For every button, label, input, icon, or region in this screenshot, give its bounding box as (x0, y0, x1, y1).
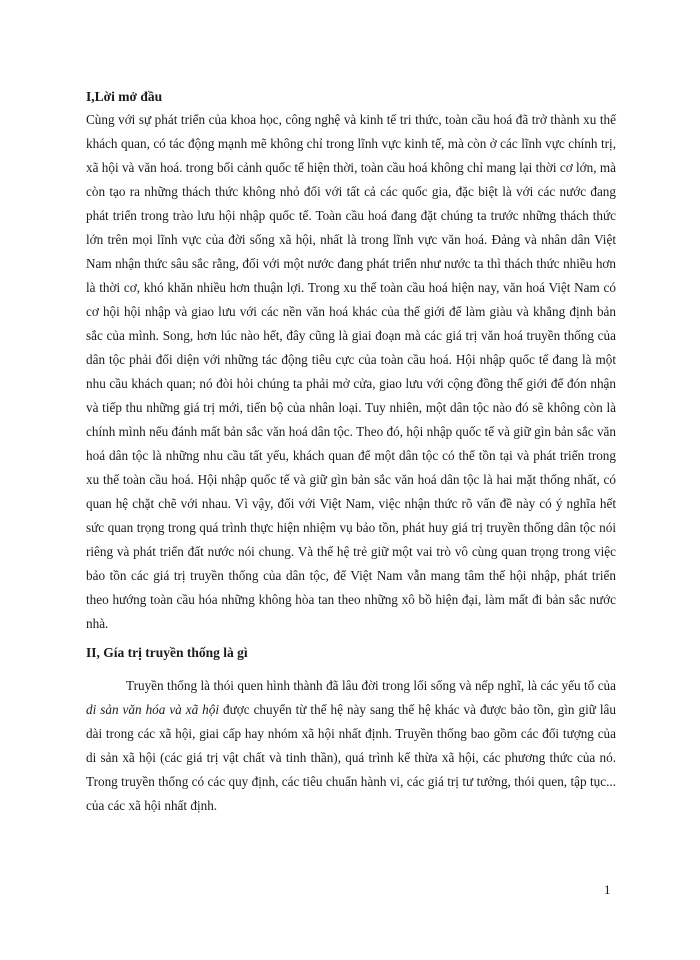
section-2-text-part2: được chuyển từ thế hệ này sang thế hệ khác và được bảo tồn, gìn giữ lâu dài trong các xã hội, giai cấp hay nhóm xã hội nhất định. Truyền thống bao gồm các đối tượng của di sản xã hội (các giá trị vật chất và tinh thần), quá trình kế thừa xã hội, các phương thức của nó. Trong truyền thống có các quy định, các tiêu chuẩn hành vi, các giá trị tư tưởng, thói quen, tập tục... của các xã hội nhất định. (86, 702, 616, 813)
page-number: 1 (604, 882, 611, 897)
section-2-text-part1: Truyền thống là thói quen hình thành đã lâu đời trong lối sống và nếp nghĩ, là các yếu tố của (126, 678, 616, 693)
section-2-paragraph (86, 674, 616, 818)
section-2-italic-term: di sản văn hóa và xã hội (86, 702, 220, 717)
page-content (86, 86, 616, 818)
section-1-paragraph: Cùng với sự phát triển của khoa học, công nghệ và kinh tế tri thức, toàn cầu hoá đã trở thành xu thế khách quan, có tác động mạnh mẽ không chỉ trong lĩnh vực kinh tế, mà còn ở các lĩnh vực chính trị, xã hội và văn hoá. trong bối cảnh quốc tế hiện thời, toàn cầu hoá không chỉ mang lại thời cơ lớn, mà còn tạo ra những thách thức không nhỏ đối với tất cả các quốc gia, đặc biệt là với các nước đang phát triển trong trào lưu hội nhập quốc tế. Toàn cầu hoá đang đặt chúng ta trước những thách thức lớn trên mọi lĩnh vực của đời sống xã hội, nhất là trong lĩnh vực văn hoá. Đảng và nhân dân Việt Nam nhận thức sâu sắc rằng, đối với một nước đang phát triển như nước ta thì thách thức nhiều hơn là thời cơ, khó khăn nhiều hơn thuận lợi. Trong xu thế toàn cầu hoá hiện nay, văn hoá Việt Nam có cơ hội hội nhập và giao lưu với các nền văn hoá khác của thế giới để làm giàu và khẳng định bản sắc của mình. Song, hơn lúc nào hết, đây cũng là giai đoạn mà các giá trị văn hoá truyền thống của dân tộc phải đối diện với những tác động tiêu cực của toàn cầu hoá. Hội nhập quốc tế đang là một nhu cầu khách quan; nó đòi hỏi chúng ta phải mở cửa, giao lưu với cộng đồng thế giới để đón nhận và tiếp thu những giá trị mới, tiến bộ của nhân loại. Tuy nhiên, một dân tộc nào đó sẽ không còn là chính mình nếu đánh mất bản sắc văn hoá dân tộc. Theo đó, hội nhập quốc tế và giữ gìn bản sắc văn hoá dân tộc là những nhu cầu tất yếu, khách quan để một dân tộc có thể tồn tại và phát triển trong xu thế toàn cầu hoá. Hội nhập quốc tế và giữ gìn bản sắc văn hoá dân tộc là hai mặt thống nhất, có quan hệ chặt chẽ với nhau. Vì vậy, đối với Việt Nam, việc nhận thức rõ vấn đề này có ý nghĩa hết sức quan trọng trong quá trình thực hiện nhiệm vụ bảo tồn, phát huy giá trị truyền thống dân tộc nói riêng và phát triển đất nước nói chung. Và thế hệ trẻ giữ một vai trò vô cùng quan trọng trong việc bảo tồn các giá trị truyền thống của dân tộc, để Việt Nam vẫn mang tâm thế hội nhập, phát triển theo hướng toàn cầu hóa những không hòa tan theo những xô bồ hiện đại, làm mất đi bản sắc nước nhà. (86, 112, 616, 631)
section-1-heading: I,Lời mở đầu (86, 89, 163, 104)
section-2-heading: II, Gía trị truyền thống là gì (86, 645, 248, 660)
